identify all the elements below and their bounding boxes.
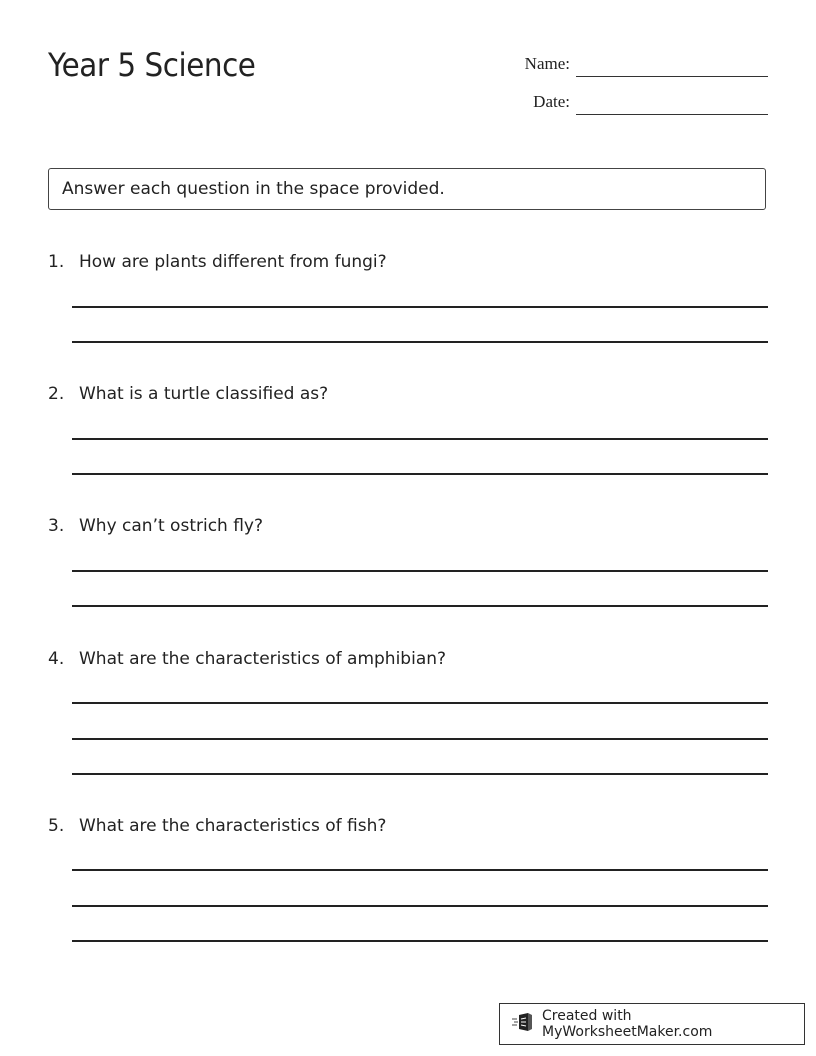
answer-line[interactable]: [72, 341, 768, 343]
page-title: Year 5 Science: [48, 46, 256, 84]
name-label: Name:: [524, 54, 570, 73]
question-number: 5.: [48, 816, 65, 836]
answer-line[interactable]: [72, 773, 768, 775]
question-number: 3.: [48, 516, 65, 536]
answer-line[interactable]: [72, 905, 768, 907]
answer-line[interactable]: [72, 702, 768, 704]
worksheet-logo-icon: [512, 1012, 542, 1036]
question-1: [48, 252, 387, 272]
question-4: [48, 649, 446, 669]
name-line[interactable]: [576, 76, 768, 77]
question-3: [48, 516, 263, 536]
answer-line[interactable]: [72, 570, 768, 572]
footer-text: Created with MyWorksheetMaker.com: [542, 1008, 713, 1040]
date-label: Date:: [533, 92, 570, 111]
question-number: 1.: [48, 252, 65, 272]
question-number: 4.: [48, 649, 65, 669]
date-line[interactable]: [576, 114, 768, 115]
question-text: What are the characteristics of amphibian?: [79, 649, 447, 669]
question-text: What is a turtle classified as?: [79, 384, 329, 404]
answer-line[interactable]: [72, 869, 768, 871]
footer-credit[interactable]: [499, 1003, 805, 1045]
answer-line[interactable]: [72, 605, 768, 607]
answer-line[interactable]: [72, 306, 768, 308]
answer-line[interactable]: [72, 940, 768, 942]
question-text: How are plants different from fungi?: [79, 252, 387, 272]
answer-line[interactable]: [72, 438, 768, 440]
question-text: Why can’t ostrich fly?: [79, 516, 264, 536]
instructions-box: Answer each question in the space provided.: [48, 168, 766, 210]
answer-line[interactable]: [72, 473, 768, 475]
question-number: 2.: [48, 384, 65, 404]
question-text: What are the characteristics of fish?: [79, 816, 387, 836]
question-5: [48, 816, 386, 836]
question-2: [48, 384, 328, 404]
answer-line[interactable]: [72, 738, 768, 740]
